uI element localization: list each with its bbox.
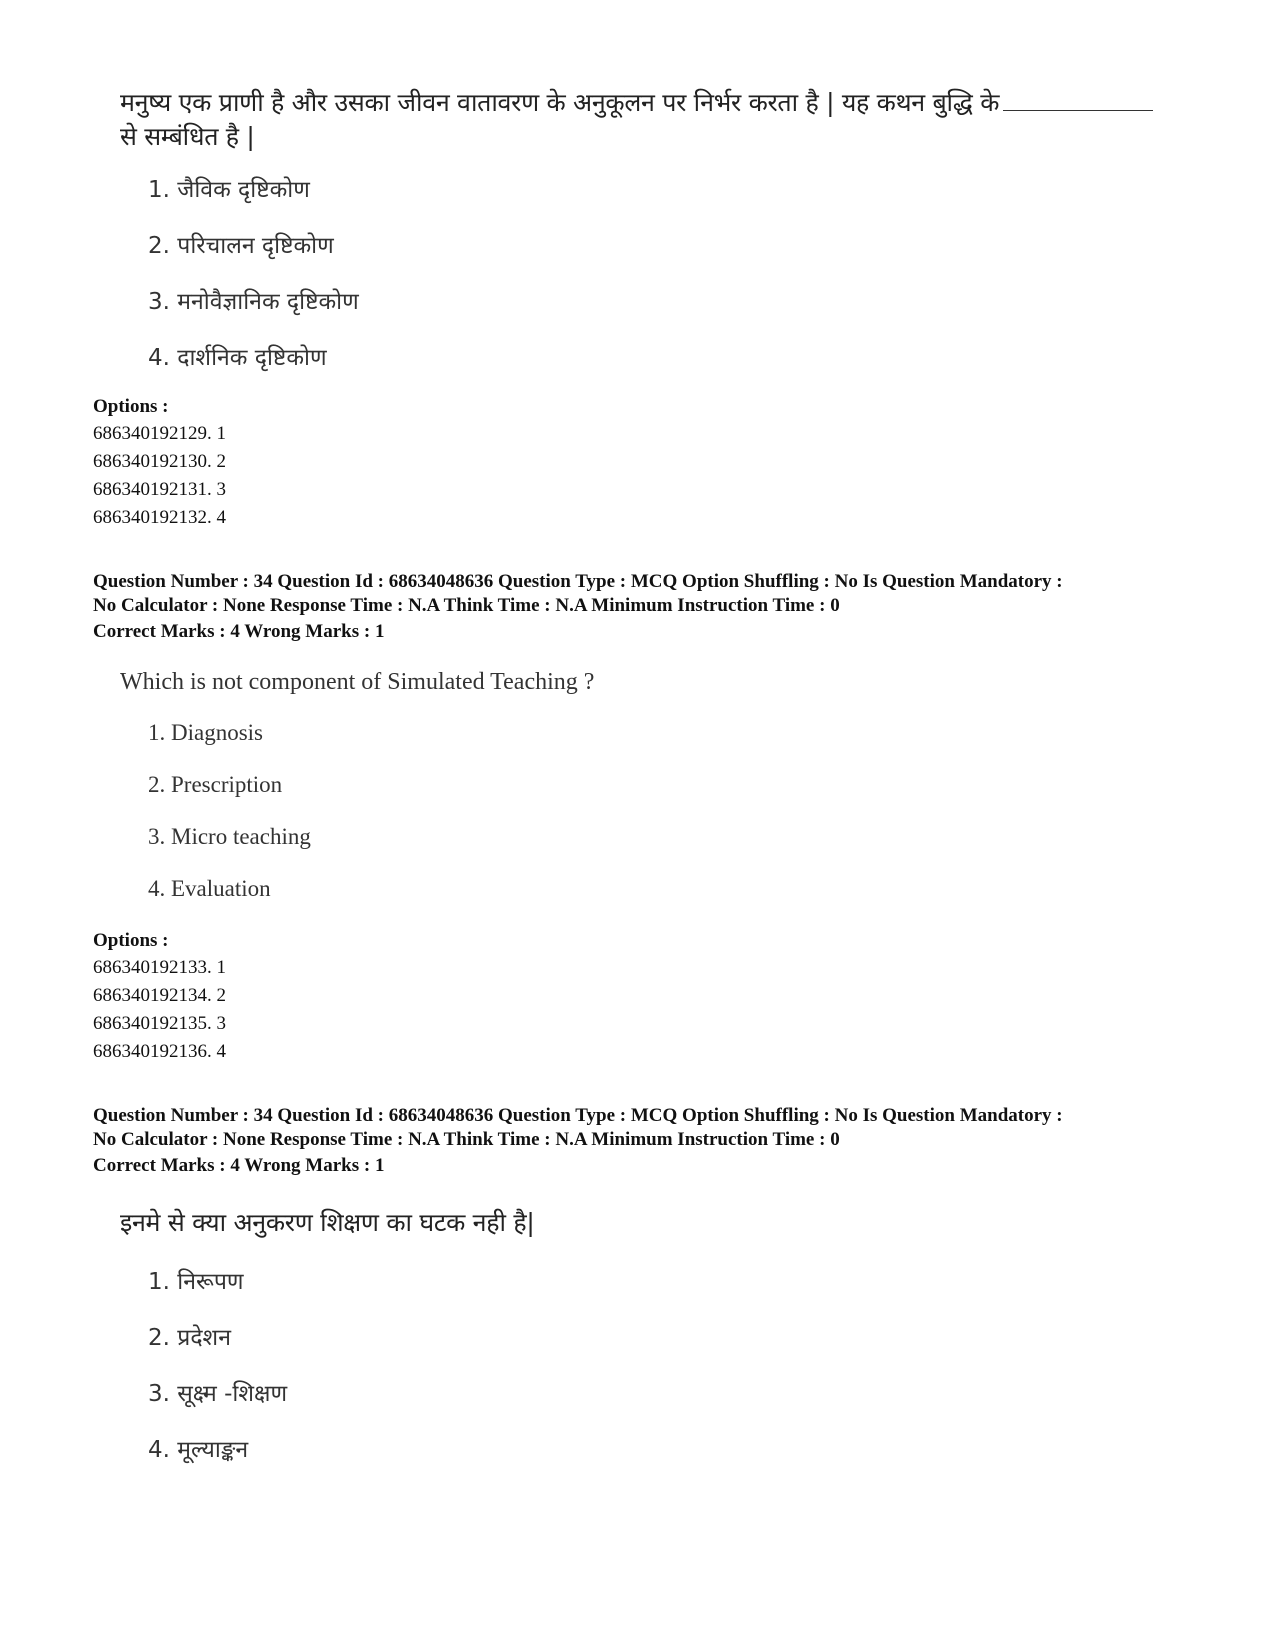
question-line-1: मनुष्य एक प्राणी है और उसका जीवन वातावरण के अनुकूलन पर निर्भर करता है | यह कथन बुद्धि के (120, 88, 1000, 117)
question-text-hindi: इनमे से क्या अनुकरण शिक्षण का घटक नही है| (120, 1208, 535, 1237)
question-option: 3. Micro teaching (148, 824, 311, 849)
question-text-english: Which is not component of Simulated Teaching ? (120, 669, 595, 695)
metadata-line-1: Question Number : 34 Question Id : 68634048636 Question Type : MCQ Option Shuffling : No Is Question Mandatory : (93, 571, 1063, 592)
metadata-line-1: Question Number : 34 Question Id : 68634048636 Question Type : MCQ Option Shuffling : No Is Question Mandatory : (93, 1105, 1063, 1126)
option-id-line: 686340192133. 1 (93, 957, 226, 978)
question-metadata (93, 1104, 1213, 1152)
question-option: 3. मनोवैज्ञानिक दृष्टिकोण (148, 289, 359, 315)
question-text-hindi (120, 86, 1170, 154)
question-option: 2. परिचालन दृष्टिकोण (148, 233, 334, 259)
fill-in-blank (1003, 109, 1153, 111)
question-option: 2. प्रदेशन (148, 1325, 231, 1351)
question-line-2: से सम्बंधित है | (120, 122, 255, 151)
question-metadata (93, 570, 1213, 618)
question-option: 1. जैविक दृष्टिकोण (148, 177, 310, 203)
question-option: 3. सूक्ष्म -शिक्षण (148, 1381, 288, 1407)
option-id-line: 686340192130. 2 (93, 451, 226, 472)
marks-line: Correct Marks : 4 Wrong Marks : 1 (93, 1155, 385, 1176)
question-option: 4. Evaluation (148, 876, 271, 901)
option-id-line: 686340192134. 2 (93, 985, 226, 1006)
option-id-line: 686340192135. 3 (93, 1013, 226, 1034)
question-option: 1. निरूपण (148, 1269, 244, 1295)
option-id-line: 686340192132. 4 (93, 507, 226, 528)
metadata-line-2: No Calculator : None Response Time : N.A Think Time : N.A Minimum Instruction Time : 0 (93, 595, 840, 616)
question-option: 2. Prescription (148, 772, 283, 797)
option-id-line: 686340192129. 1 (93, 423, 226, 444)
options-label: Options : (93, 930, 169, 951)
marks-line: Correct Marks : 4 Wrong Marks : 1 (93, 621, 385, 642)
question-option: 4. दार्शनिक दृष्टिकोण (148, 345, 327, 371)
option-id-line: 686340192131. 3 (93, 479, 226, 500)
question-option: 1. Diagnosis (148, 720, 263, 745)
metadata-line-2: No Calculator : None Response Time : N.A Think Time : N.A Minimum Instruction Time : 0 (93, 1129, 840, 1150)
options-label: Options : (93, 396, 169, 417)
question-option: 4. मूल्याङ्कन (148, 1437, 249, 1463)
option-id-line: 686340192136. 4 (93, 1041, 226, 1062)
